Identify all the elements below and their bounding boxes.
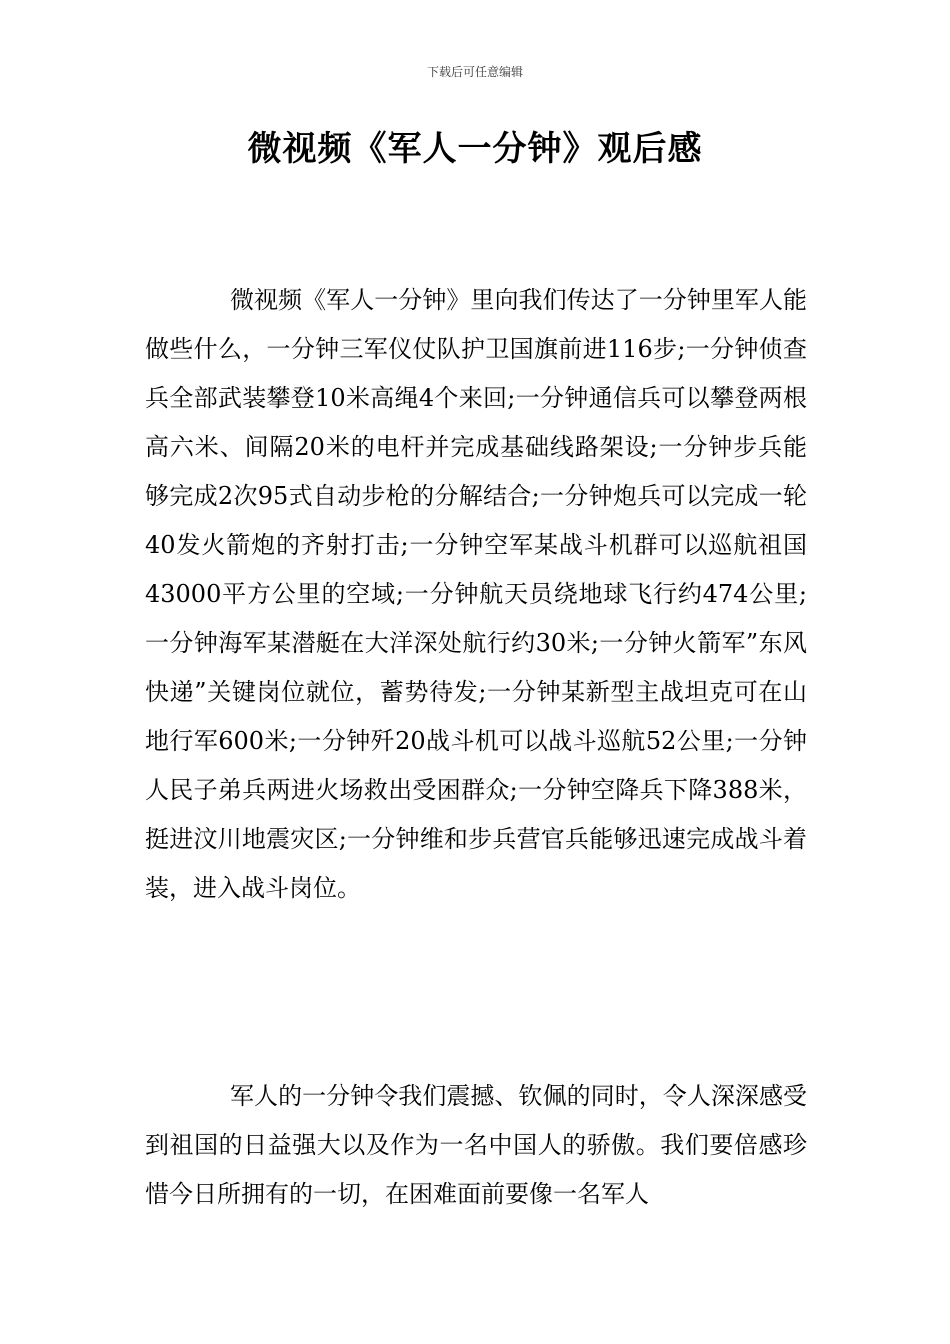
header-note: 下载后可任意编辑: [426, 65, 523, 79]
paragraph-1: 微视频《军人一分钟》里向我们传达了一分钟里军人能做些什么，一分钟三军仪仗队护卫国旗前进116步;一分钟侦查兵全部武装攀登10米高绳4个来回;一分钟通信兵可以攀登两根高六米、间隔20米的电杆并完成基础线路架设;一分钟步兵能够完成2次95式自动步枪的分解结合;一分钟炮兵可以完成一轮40发火箭炮的齐射打击;一分钟空军某战斗机群可以巡航祖国43000平方公里的空域;一分钟航天员绕地球飞行约474公里;一分钟海军某潜艇在大洋深处航行约30米;一分钟火箭军”东风快递”关键岗位就位，蓄势待发;一分钟某新型主战坦克可在山地行军600米;一分钟歼20战斗机可以战斗巡航52公里;一分钟人民子弟兵两进火场救出受困群众;一分钟空降兵下降388米，挺进汶川地震灾区;一分钟维和步兵营官兵能够迅速完成战斗着装，进入战斗岗位。: [145, 286, 807, 902]
paragraph-2: 军人的一分钟令我们震撼、钦佩的同时，令人深深感受到祖国的日益强大以及作为一名中国人的骄傲。我们要倍感珍惜今日所拥有的一切，在困难面前要像一名军人: [145, 1082, 807, 1208]
document-title: 微视频《军人一分钟》观后感: [247, 129, 703, 169]
